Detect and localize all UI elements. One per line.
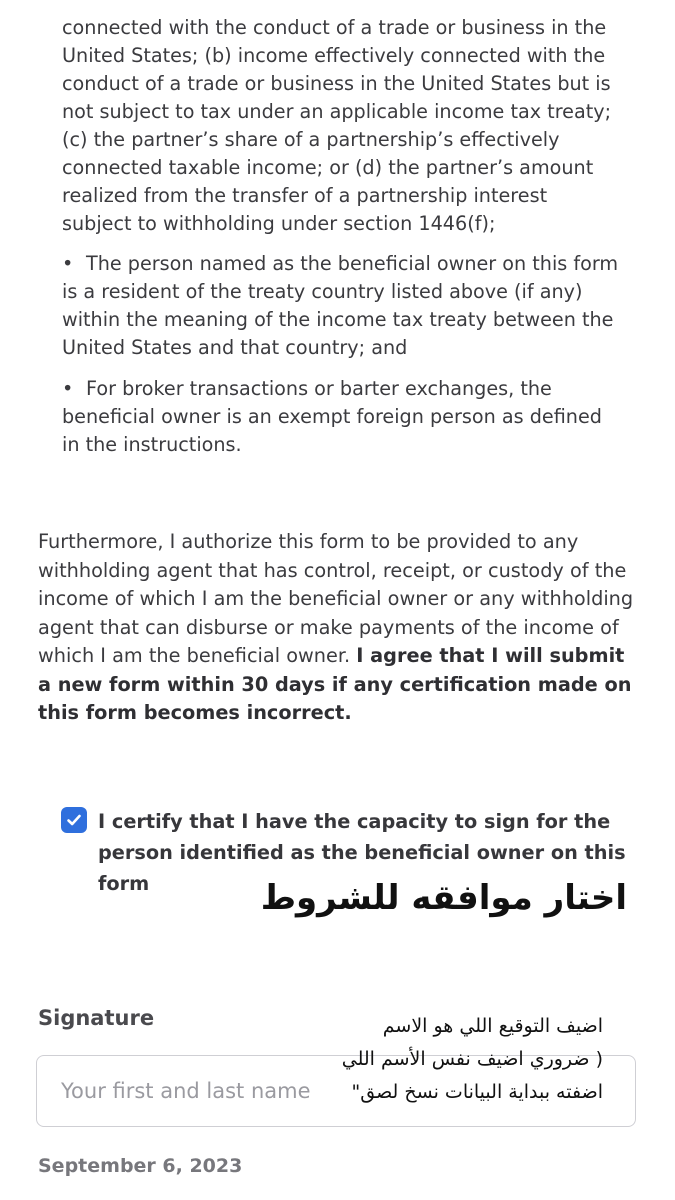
bullet-symbol: • [62,252,74,275]
signature-label: Signature [38,1006,155,1030]
authorization-text: Furthermore, I authorize this form to be provided to any withholding agent that has control, receipt, or custody of the income of which I am the beneficial owner or any withholding agent that can disburse or make payments of the income of which I am the beneficial owner. [38,530,634,667]
bullet-symbol: • [62,377,74,400]
authorization-bold-text: I agree that I will submit a new form within 30 days if any certification made on this form becomes incorrect. [38,644,632,724]
annotation-signature-note-line-2: ( ضروري اضيف نفس الأسم اللي [341,1048,603,1070]
checkmark-icon [65,811,83,829]
annotation-signature-note-line-1: اضيف التوقيع اللي هو الاسم [382,1015,603,1037]
terms-bullet-1-text: The person named as the beneficial owner on this form is a resident of the treaty country listed above (if any) within the meaning of the income tax treaty between the United States and that country; and [62,252,619,359]
certify-label[interactable]: I certify that I have the capacity to sign for the person identified as the beneficial owner on this form [98,810,626,895]
annotation-signature-note-line-3: اضفته ببداية البيانات نسخ لصق" [351,1081,603,1103]
terms-list [62,14,622,472]
terms-bullet-1 [62,250,622,362]
annotation-agree-terms: اختار موافقه للشروط [260,878,627,918]
terms-continued-paragraph: connected with the conduct of a trade or business in the United States; (b) income effectively connected with the conduct of a trade or business in the United States but is not subject to tax under an applicable income tax treaty; (c) the partner’s share of a partnership’s effectively connected taxable income; or (d) the partner’s amount realized from the transfer of a partnership interest subject to withholding under section 1446(f); [62,16,612,235]
authorization-paragraph [38,528,638,728]
terms-bullet-2-text: For broker transactions or barter exchanges, the beneficial owner is an exempt foreign person as defined in the instructions. [62,377,602,456]
terms-bullet-2 [62,375,622,459]
annotation-signature-note [243,1010,603,1109]
certify-checkbox[interactable] [61,807,87,833]
signature-date: September 6, 2023 [38,1155,243,1177]
